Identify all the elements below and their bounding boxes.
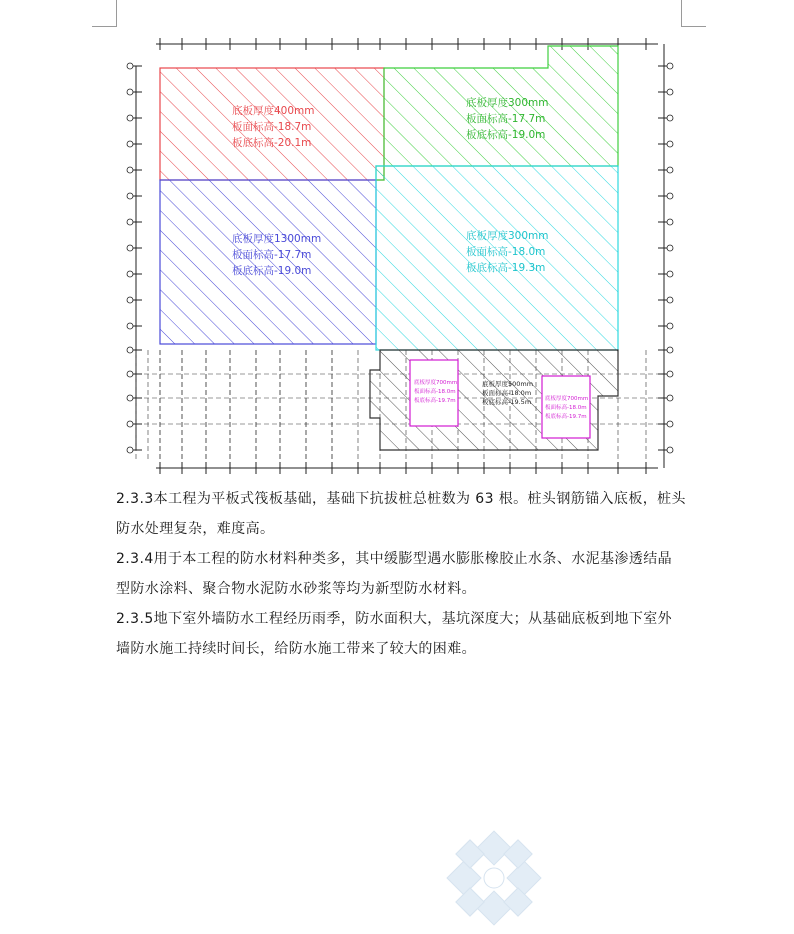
axis-bubble [667, 193, 673, 199]
paragraph-2-3-4: 2.3.4用于本工程的防水材料种类多，其中缓膨型遇水膨胀橡胶止水条、水泥基渗透结晶型防水涂料、聚合物水泥防水砂浆等均为新型防水材料。 [116, 551, 673, 597]
axis-bubble [667, 141, 673, 147]
axis-bubble [127, 167, 133, 173]
zone-red-bottom-elevation-label: 板底标高-20.1m [232, 137, 312, 149]
zone-green-thickness-label: 底板厚度300mm [466, 97, 549, 109]
zone-cyan [376, 166, 618, 350]
axis-bubble [127, 447, 133, 453]
zone-cyan-bottom-elevation-label: 板底标高-19.3m [466, 262, 546, 274]
crop-mark-top-right-h [681, 26, 706, 27]
axis-bubble [667, 89, 673, 95]
axis-bubble [667, 245, 673, 251]
axis-bubble [667, 323, 673, 329]
paragraph-2-3-5: 2.3.5地下室外墙防水工程经历雨季，防水面积大，基坑深度大；从基础底板到地下室外墙防水施工持续时间长，给防水施工带来了较大的困难。 [116, 611, 673, 657]
axis-bubble [127, 371, 133, 377]
axis-bubble [667, 219, 673, 225]
zone-green-bottom-elevation-label: 板底标高-19.0m [466, 129, 546, 141]
axis-bubble [667, 115, 673, 121]
axis-bubble [127, 219, 133, 225]
crop-mark-top-left-h [92, 26, 117, 27]
zone-cyan-thickness-label: 底板厚度300mm [466, 230, 549, 242]
axis-bubble [667, 63, 673, 69]
axis-bubble [667, 421, 673, 427]
zone-magenta-left-thickness-label: 底板厚度700mm [414, 380, 458, 386]
foundation-plan-drawing [118, 30, 678, 478]
zone-magenta-right-top-elevation-label: 板面标高-18.0m [545, 405, 587, 411]
zone-grey-thickness-label: 底板厚度500mm [482, 380, 534, 388]
zone-magenta-left-bottom-elevation-label: 板底标高-19.7m [414, 398, 456, 404]
axis-bubble [127, 395, 133, 401]
axis-bubble [127, 323, 133, 329]
axis-bubble [667, 395, 673, 401]
zone-blue-bottom-elevation-label: 板底标高-19.0m [232, 265, 312, 277]
zone-cyan-top-elevation-label: 板面标高-18.0m [466, 246, 546, 258]
axis-bubble [127, 421, 133, 427]
axis-bubble [667, 447, 673, 453]
crop-mark-top-right-v [681, 0, 682, 26]
crop-mark-top-left-v [116, 0, 117, 26]
paragraph-2-3-3: 2.3.3本工程为平板式筏板基础，基础下抗拔桩总桩数为 63 根。桩头钢筋锚入底板，桩头防水处理复杂，难度高。 [116, 491, 686, 537]
zone-magenta-right-bottom-elevation-label: 板底标高-19.7m [545, 414, 587, 420]
axis-bubble [127, 245, 133, 251]
axis-bubble [127, 271, 133, 277]
zone-blue-top-elevation-label: 板面标高-17.7m [232, 249, 312, 261]
axis-bubble [127, 115, 133, 121]
axis-bubble [667, 271, 673, 277]
axis-bubble [127, 141, 133, 147]
zone-blue [160, 180, 376, 344]
axis-bubble [127, 347, 133, 353]
axis-bubble [127, 297, 133, 303]
zone-grey-bottom-elevation-label: 板底标高-19.5m [482, 398, 532, 406]
axis-bubble [667, 167, 673, 173]
zone-magenta-right-thickness-label: 底板厚度700mm [545, 396, 589, 402]
axis-bubble [667, 371, 673, 377]
zone-red-thickness-label: 底板厚度400mm [232, 105, 315, 117]
zone-green-top-elevation-label: 板面标高-17.7m [466, 113, 546, 125]
snowflake-logo-icon [444, 828, 544, 928]
axis-bubble [127, 89, 133, 95]
zone-red-top-elevation-label: 板面标高-18.7m [232, 121, 312, 133]
axis-bubble [667, 347, 673, 353]
axis-bubble [127, 63, 133, 69]
zone-grey-top-elevation-label: 板面标高-18.0m [482, 389, 532, 397]
axis-bubble [667, 297, 673, 303]
zone-magenta-left-top-elevation-label: 板面标高-18.0m [414, 389, 456, 395]
axis-bubble [127, 193, 133, 199]
zone-blue-thickness-label: 底板厚度1300mm [232, 233, 322, 245]
